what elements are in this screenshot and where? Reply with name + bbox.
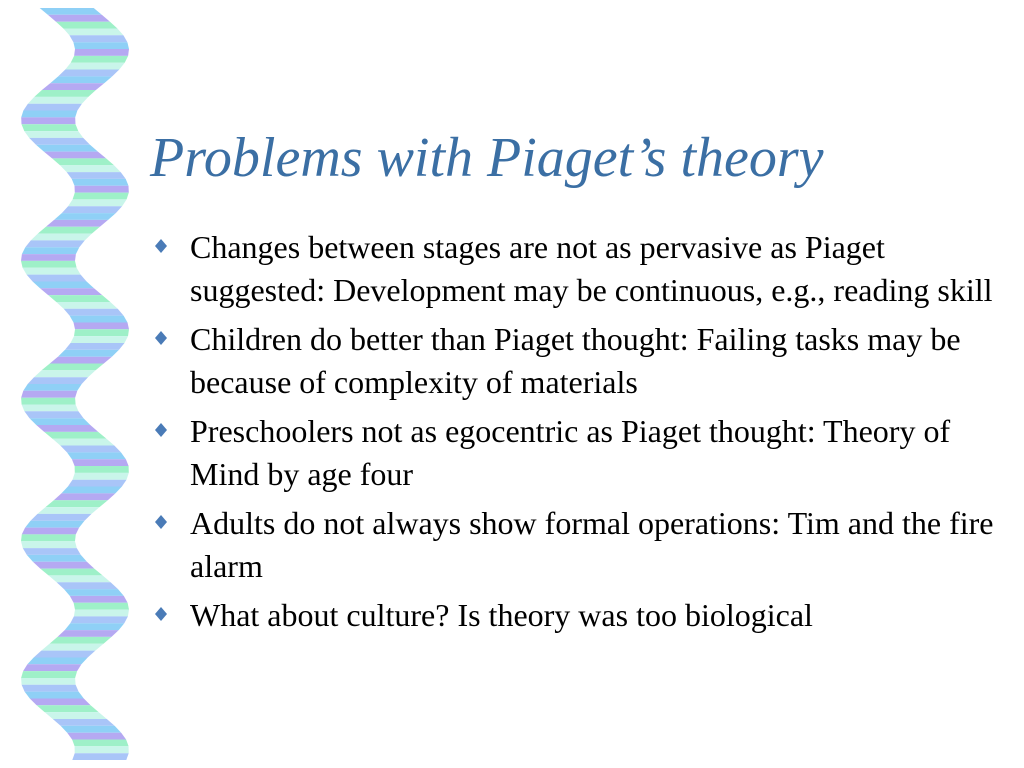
ribbon-stripe — [38, 507, 100, 514]
ribbon-stripe — [21, 534, 76, 541]
ribbon-stripe — [22, 124, 79, 131]
ribbon-stripe — [21, 398, 76, 405]
ribbon-stripe — [61, 726, 122, 733]
bullet-item — [155, 318, 1005, 404]
ribbon-stripe — [53, 719, 115, 726]
ribbon-stripe — [22, 528, 79, 535]
ribbon-stripe — [21, 111, 77, 118]
ribbon-stripe — [25, 521, 84, 528]
ribbon-stripe — [50, 637, 112, 644]
ribbon-stripe — [62, 206, 122, 213]
ribbon-stripe — [40, 8, 102, 15]
ribbon-stripe — [58, 350, 119, 357]
ribbon-stripe — [75, 186, 129, 193]
ribbon-stripe — [38, 227, 100, 234]
ribbon-stripe — [30, 699, 91, 706]
ribbon-stripe — [72, 740, 129, 747]
ribbon-stripe — [50, 357, 112, 364]
ribbon-stripe — [68, 199, 127, 206]
ribbon-stripe — [23, 664, 81, 671]
ribbon-stripe — [25, 692, 84, 699]
diamond-bullet-icon — [155, 515, 167, 529]
ribbon-stripe — [21, 391, 77, 398]
bullet-text: Adults do not always show formal operations: Tim and the fire alarm — [190, 505, 994, 584]
bullet-text: Children do better than Piaget thought: Failing tasks may be because of complexity of materials — [190, 321, 961, 400]
bullet-item — [155, 594, 1005, 637]
ribbon-stripe — [64, 309, 124, 316]
ribbon-stripe — [73, 473, 129, 480]
ribbon-stripe — [21, 541, 77, 548]
bullet-item — [155, 410, 1005, 496]
ribbon-stripe — [71, 336, 129, 343]
ribbon-stripe — [22, 405, 79, 412]
ribbon-stripe — [58, 70, 119, 77]
ribbon-stripe — [40, 288, 102, 295]
ribbon-stripe — [63, 29, 123, 36]
ribbon-stripe — [74, 329, 129, 336]
ribbon-stripe — [27, 275, 87, 282]
diamond-bullet-icon — [155, 331, 167, 345]
ribbon-stripe — [75, 466, 129, 473]
ribbon-stripe — [42, 83, 104, 90]
diamond-bullet-icon — [155, 239, 167, 253]
ribbon-stripe — [74, 323, 130, 330]
ribbon-stripe — [41, 644, 103, 651]
ribbon-stripe — [37, 705, 99, 712]
ribbon-stripe — [40, 569, 102, 576]
ribbon-stripe — [31, 514, 92, 521]
ribbon-stripe — [60, 165, 121, 172]
ribbon-stripe — [73, 193, 129, 200]
ribbon-stripe — [46, 220, 108, 227]
ribbon-stripe — [24, 131, 83, 138]
ribbon-stripe — [21, 678, 76, 685]
slide-title: Problems with Piaget’s theory — [150, 127, 824, 189]
ribbon-stripe — [44, 432, 106, 439]
diamond-bullet-icon — [155, 607, 167, 621]
ribbon-stripe — [28, 377, 88, 384]
ribbon-stripe — [23, 104, 82, 111]
ribbon-stripe — [24, 411, 83, 418]
ribbon-stripe — [65, 63, 124, 70]
ribbon-stripe — [65, 623, 125, 630]
ribbon-stripe — [42, 364, 104, 371]
ribbon-stripe — [21, 254, 76, 261]
ribbon-stripe — [48, 295, 110, 302]
ribbon-stripe — [33, 562, 94, 569]
ribbon-stripe — [58, 630, 119, 637]
ribbon-stripe — [65, 343, 125, 350]
ribbon-stripe — [70, 596, 128, 603]
ribbon-stripe — [45, 712, 107, 719]
ribbon-stripe — [50, 76, 112, 83]
ribbon-stripe — [29, 138, 90, 145]
ribbon-stripe — [54, 493, 116, 500]
ribbon-stripe — [70, 316, 128, 323]
ribbon-stripe — [21, 261, 77, 268]
ribbon-stripe — [72, 459, 129, 466]
ribbon-stripe — [25, 240, 85, 247]
ribbon-stripe — [22, 247, 79, 254]
ribbon-stripe — [74, 610, 129, 617]
ribbon-stripe — [67, 172, 126, 179]
ribbon-stripe — [22, 685, 79, 692]
ribbon-stripe — [48, 15, 110, 22]
bullet-text: Preschoolers not as egocentric as Piaget thought: Theory of Mind by age four — [190, 413, 951, 492]
ribbon-stripe — [72, 179, 129, 186]
ribbon-stripe — [52, 158, 114, 165]
ribbon-stripe — [44, 152, 106, 159]
ribbon-stripe — [61, 487, 122, 494]
ribbon-stripe — [60, 446, 121, 453]
ribbon-stripe — [75, 746, 129, 753]
bullet-text: Changes between stages are not as pervasive as Piaget suggested: Development may be continuous, e.g., reading skill — [190, 229, 993, 308]
ribbon-stripe — [34, 651, 96, 658]
ribbon-stripe — [54, 213, 116, 220]
ribbon-stripe — [27, 555, 87, 562]
ribbon-stripe — [74, 603, 129, 610]
bullet-text: What about culture? Is theory was too biological — [190, 597, 813, 633]
ribbon-stripe — [23, 268, 81, 275]
ribbon-stripe — [31, 234, 92, 241]
ribbon-stripe — [23, 384, 81, 391]
ribbon-stripe — [67, 733, 126, 740]
ribbon-stripe — [72, 753, 128, 760]
ribbon-stripe — [67, 452, 126, 459]
ribbon-stripe — [74, 49, 129, 56]
ribbon-stripe — [34, 90, 96, 97]
ribbon-stripe — [30, 418, 91, 425]
ribbon-stripe — [73, 42, 129, 49]
ribbon-stripe — [46, 500, 108, 507]
wavy-ribbon-icon — [0, 0, 140, 768]
ribbon-stripe — [53, 439, 115, 446]
ribbon-stripe — [56, 22, 117, 29]
ribbon-stripe — [68, 480, 127, 487]
ribbon-stripe — [71, 56, 128, 63]
ribbon-stripe — [28, 97, 88, 104]
ribbon-stripe — [49, 575, 111, 582]
ribbon-stripe — [34, 370, 96, 377]
bullet-item — [155, 226, 1005, 312]
ribbon-stripe — [64, 589, 124, 596]
bullet-list — [155, 226, 1005, 643]
diamond-bullet-icon — [155, 423, 167, 437]
ribbon-stripe — [57, 582, 118, 589]
bullet-item — [155, 502, 1005, 588]
ribbon-stripe — [33, 282, 94, 289]
ribbon-stripe — [70, 616, 128, 623]
ribbon-stripe — [21, 117, 75, 124]
ribbon-stripe — [23, 548, 81, 555]
ribbon-stripe — [56, 302, 117, 309]
ribbon-stripe — [36, 145, 98, 152]
ribbon-stripe — [69, 35, 127, 42]
ribbon-stripe — [21, 671, 77, 678]
ribbon-stripe — [27, 658, 87, 665]
ribbon-stripe — [36, 425, 98, 432]
